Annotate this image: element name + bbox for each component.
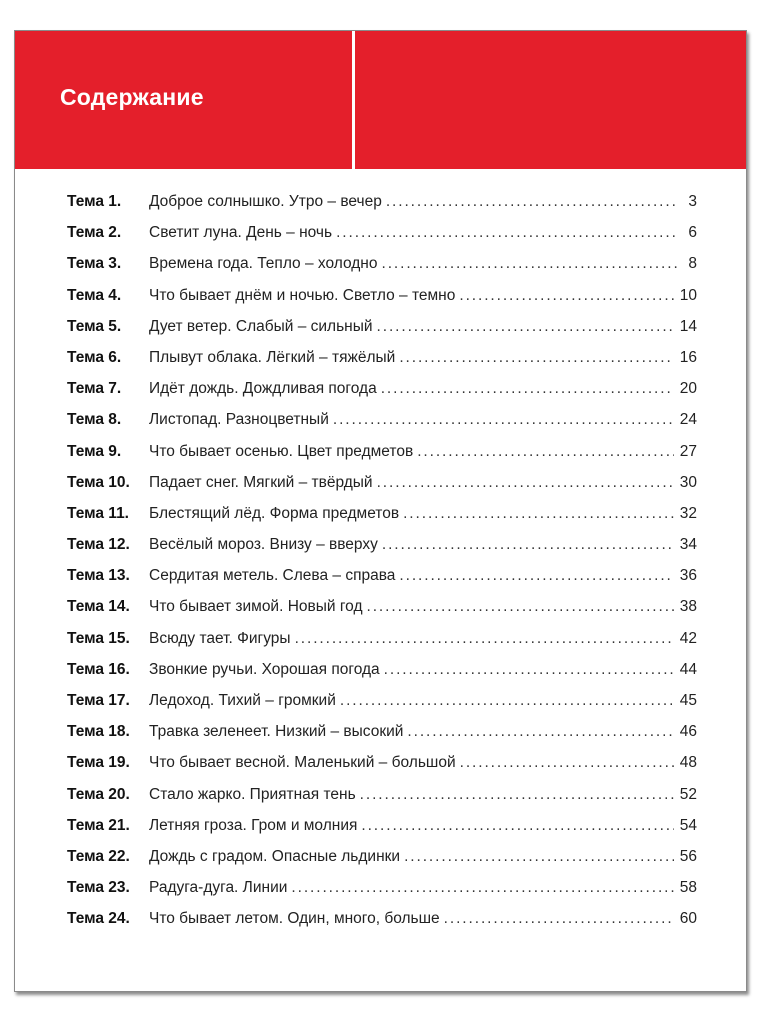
toc-entry-label: Тема 1. [67, 193, 122, 210]
toc-entry-label: Тема 8. [67, 411, 122, 429]
toc-dot-leader [404, 848, 674, 866]
toc-page-number: 56 [679, 847, 697, 865]
toc-page-number: 32 [679, 504, 697, 522]
toc-page-number: 10 [679, 286, 697, 304]
toc-dot-leader [291, 879, 673, 897]
toc-entry[interactable] [67, 505, 697, 536]
toc-entry-label: Тема 9. [67, 442, 122, 460]
toc-entry[interactable] [67, 692, 697, 723]
toc-entry-label: Тема 23. [67, 879, 130, 897]
toc-entry-label: Тема 7. [67, 380, 122, 398]
toc-entry-title: Листопад. Разноцветный [149, 411, 329, 429]
toc-page-number: 30 [679, 473, 697, 491]
toc-dot-leader [340, 692, 674, 710]
toc-entry-label: Тема 6. [67, 348, 122, 366]
toc-entry-title: Падает снег. Мягкий – твёрдый [149, 473, 373, 491]
toc-dot-leader [444, 910, 674, 928]
toc-entry[interactable] [67, 910, 697, 941]
toc-page-number: 20 [679, 380, 697, 398]
toc-page-number: 3 [688, 193, 697, 210]
toc-entry-title: Дует ветер. Слабый – сильный [149, 317, 373, 335]
toc-entry-title: Что бывает днём и ночью. Светло – темно [149, 286, 456, 304]
toc-page-number: 60 [679, 910, 697, 928]
toc-dot-leader [399, 567, 673, 585]
toc-entry-title: Всюду тает. Фигуры [149, 629, 291, 647]
toc-dot-leader [361, 817, 673, 835]
toc-entry-label: Тема 4. [67, 286, 122, 304]
toc-page-number: 45 [679, 692, 697, 709]
toc-entry[interactable] [67, 224, 697, 255]
toc-entry-label: Тема 22. [67, 847, 130, 865]
toc-entry[interactable] [67, 536, 697, 567]
toc-entry[interactable] [67, 255, 697, 286]
toc-page-number: 8 [688, 255, 697, 273]
toc-entry-title: Звонкие ручьи. Хорошая погода [149, 660, 380, 678]
toc-dot-leader [407, 723, 673, 741]
table-of-contents [67, 193, 697, 942]
toc-entry-label: Тема 18. [67, 723, 130, 741]
toc-entry-title: Времена года. Тепло – холодно [149, 255, 378, 273]
toc-page-number: 48 [679, 754, 697, 772]
toc-entry[interactable] [67, 287, 697, 318]
toc-page-number: 36 [679, 567, 697, 585]
toc-entry-label: Тема 11. [67, 504, 129, 522]
toc-dot-leader [460, 754, 674, 772]
header-banner [15, 31, 746, 169]
toc-dot-leader [377, 318, 674, 336]
toc-dot-leader [459, 287, 673, 305]
toc-page-number: 58 [679, 879, 697, 897]
toc-entry-label: Тема 13. [67, 567, 130, 585]
toc-entry-label: Тема 20. [67, 785, 130, 803]
toc-entry-title: Радуга-дуга. Линии [149, 879, 288, 897]
toc-entry[interactable] [67, 786, 697, 817]
page-title: Содержание [60, 84, 204, 110]
toc-dot-leader [386, 193, 677, 211]
toc-entry-title: Плывут облака. Лёгкий – тяжёлый [149, 348, 396, 366]
toc-dot-leader [384, 661, 674, 679]
toc-entry[interactable] [67, 723, 697, 754]
toc-entry[interactable] [67, 411, 697, 442]
toc-dot-leader [377, 474, 674, 492]
toc-entry[interactable] [67, 474, 697, 505]
toc-entry-title: Что бывает осенью. Цвет предметов [149, 442, 414, 460]
toc-entry-label: Тема 12. [67, 536, 130, 554]
toc-entry-title: Дождь с градом. Опасные льдинки [149, 847, 401, 865]
toc-entry-label: Тема 10. [67, 473, 130, 491]
toc-entry[interactable] [67, 318, 697, 349]
toc-entry-title: Светит луна. День – ночь [149, 224, 333, 242]
toc-entry[interactable] [67, 630, 697, 661]
toc-entry[interactable] [67, 661, 697, 692]
toc-entry-title: Сердитая метель. Слева – справа [149, 567, 396, 585]
toc-page-number: 52 [679, 785, 697, 803]
toc-entry[interactable] [67, 380, 697, 411]
toc-entry[interactable] [67, 567, 697, 598]
toc-dot-leader [382, 536, 674, 554]
toc-page-number: 44 [679, 660, 697, 678]
toc-page-number: 14 [679, 317, 697, 335]
toc-entry-title: Летняя гроза. Гром и молния [149, 816, 358, 834]
toc-dot-leader [367, 598, 674, 616]
toc-entry-title: Ледоход. Тихий – громкий [149, 692, 336, 709]
toc-entry-label: Тема 16. [67, 660, 130, 678]
toc-entry[interactable] [67, 349, 697, 380]
toc-entry-title: Блестящий лёд. Форма предметов [149, 504, 400, 522]
toc-entry-label: Тема 19. [67, 754, 130, 772]
toc-page-number: 34 [679, 536, 697, 554]
toc-page-number: 24 [679, 411, 697, 429]
toc-dot-leader [360, 786, 674, 804]
toc-entry[interactable] [67, 598, 697, 629]
book-page [14, 30, 747, 992]
toc-dot-leader [381, 380, 674, 398]
toc-dot-leader [399, 349, 673, 367]
toc-entry-title: Что бывает зимой. Новый год [149, 598, 363, 616]
toc-entry-title: Что бывает летом. Один, много, больше [149, 910, 440, 928]
toc-page-number: 38 [679, 598, 697, 616]
toc-entry-label: Тема 21. [67, 816, 130, 834]
toc-dot-leader [403, 505, 674, 523]
toc-entry-label: Тема 5. [67, 317, 122, 335]
toc-dot-leader [333, 411, 674, 429]
toc-page-number: 27 [679, 442, 697, 460]
toc-entry[interactable] [67, 754, 697, 785]
toc-entry-label: Тема 3. [67, 255, 122, 273]
toc-page-number: 6 [688, 224, 697, 242]
toc-page-number: 16 [679, 348, 697, 366]
toc-entry[interactable] [67, 193, 697, 224]
toc-entry-label: Тема 2. [67, 224, 122, 242]
toc-entry-title: Травка зеленеет. Низкий – высокий [149, 723, 404, 741]
toc-entry[interactable] [67, 443, 697, 474]
toc-entry-title: Идёт дождь. Дождливая погода [149, 380, 377, 398]
toc-dot-leader [295, 630, 674, 648]
toc-entry-title: Что бывает весной. Маленький – большой [149, 754, 456, 772]
toc-page-number: 42 [679, 629, 697, 647]
toc-entry-label: Тема 17. [67, 692, 130, 709]
toc-entry[interactable] [67, 817, 697, 848]
header-divider [352, 31, 355, 169]
toc-entry-label: Тема 14. [67, 598, 130, 616]
toc-entry-title: Доброе солнышко. Утро – вечер [149, 193, 382, 210]
toc-entry[interactable] [67, 848, 697, 879]
toc-entry-title: Стало жарко. Приятная тень [149, 785, 356, 803]
toc-entry-title: Весёлый мороз. Внизу – вверху [149, 536, 378, 554]
toc-dot-leader [417, 443, 674, 461]
toc-entry-label: Тема 24. [67, 910, 130, 928]
toc-dot-leader [336, 224, 677, 242]
toc-entry[interactable] [67, 879, 697, 910]
toc-page-number: 54 [679, 816, 697, 834]
toc-entry-label: Тема 15. [67, 629, 130, 647]
toc-page-number: 46 [679, 723, 697, 741]
toc-dot-leader [381, 255, 677, 273]
